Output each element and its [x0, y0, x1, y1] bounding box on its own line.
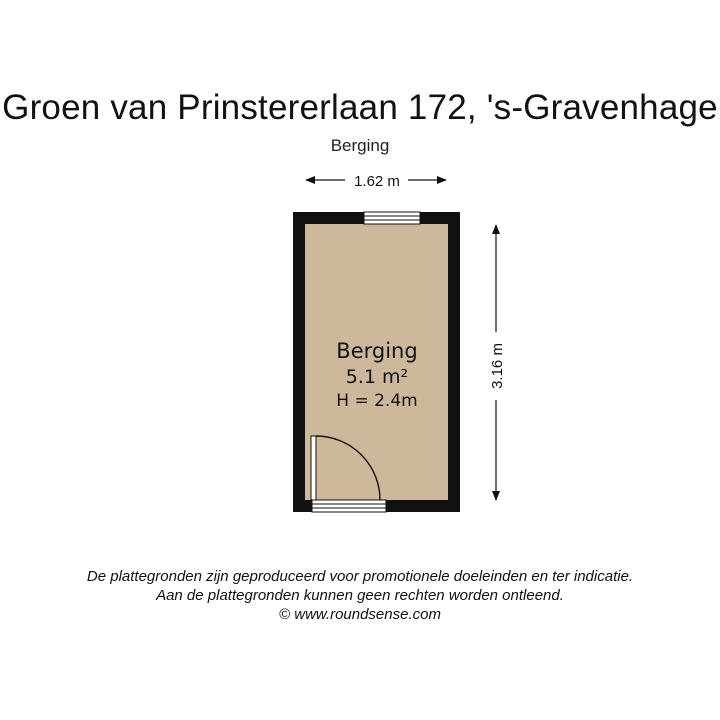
- door-leaf: [311, 436, 316, 500]
- disclaimer-line-1: De plattegronden zijn geproduceerd voor promotionele doeleinden en ter indicatie.: [86, 568, 634, 585]
- disclaimer-line-2: Aan de plattegronden kunnen geen rechten worden ontleend.: [156, 587, 564, 604]
- width-dimension: [306, 173, 446, 190]
- width-label: 1.62 m: [354, 173, 400, 190]
- floor-name: Berging: [330, 136, 390, 155]
- height-dimension: [489, 225, 506, 500]
- room-area: 5.1 m²: [345, 366, 409, 388]
- window-top: [364, 212, 420, 224]
- plan-title: Groen van Prinstererlaan 172, 's-Gravenhage: [2, 88, 718, 127]
- disclaimer: [0, 567, 720, 624]
- height-label: 3.16 m: [489, 343, 506, 389]
- room-height: H = 2.4m: [336, 391, 418, 411]
- room-name: Berging: [336, 339, 418, 363]
- copyright-link[interactable]: © www.roundsense.com: [279, 606, 441, 623]
